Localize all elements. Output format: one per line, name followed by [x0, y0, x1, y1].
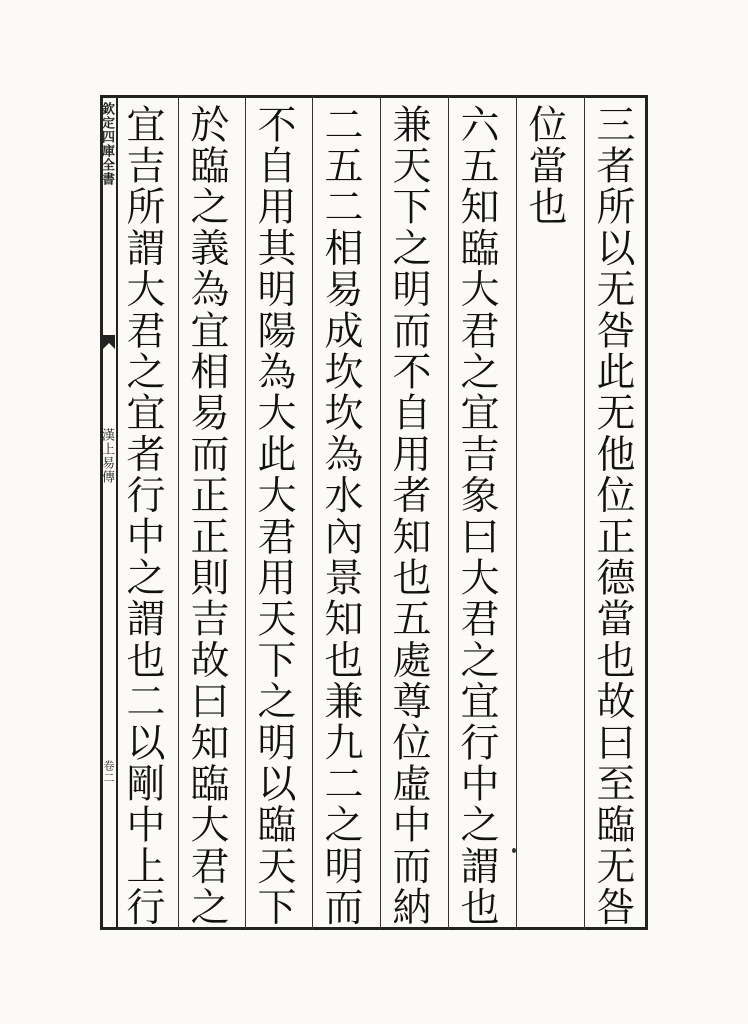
text-column-6: 不自用其明陽為大此大君用天下之明以臨天下: [251, 104, 296, 928]
margin-book-title: 漢上易傳: [99, 428, 114, 484]
column-rule: [448, 95, 449, 930]
text-column-2: 位當也: [522, 104, 567, 228]
column-rule: [380, 95, 381, 930]
column-rule: [178, 95, 179, 930]
ink-speck: [512, 848, 516, 853]
column-rule: [584, 95, 585, 930]
text-column-4: 兼天下之明而不自用者知也五處尊位虛中而納: [386, 104, 431, 928]
page-margin-strip: [100, 95, 118, 930]
column-rule: [312, 95, 313, 930]
text-column-7: 於臨之義為宜相易而正正則吉故曰知臨大君之: [184, 104, 229, 928]
fish-tail-mark-icon: [103, 335, 115, 355]
text-column-3: 六五知臨大君之宜吉象曰大君之宜行中之謂也: [454, 104, 499, 928]
text-column-8: 宜吉所謂大君之宜者行中之謂也二以剛中上行: [120, 104, 165, 928]
column-rule: [516, 95, 517, 930]
margin-page-number: 卷二: [102, 760, 115, 784]
margin-collection-title: 欽定四庫全書: [99, 102, 114, 186]
text-column-1: 三者所以无咎此无他位正德當也故曰至臨无咎: [590, 104, 635, 928]
text-column-5: 二五二相易成坎坎為水內景知也兼九二之明而: [318, 104, 363, 928]
column-rule: [245, 95, 246, 930]
